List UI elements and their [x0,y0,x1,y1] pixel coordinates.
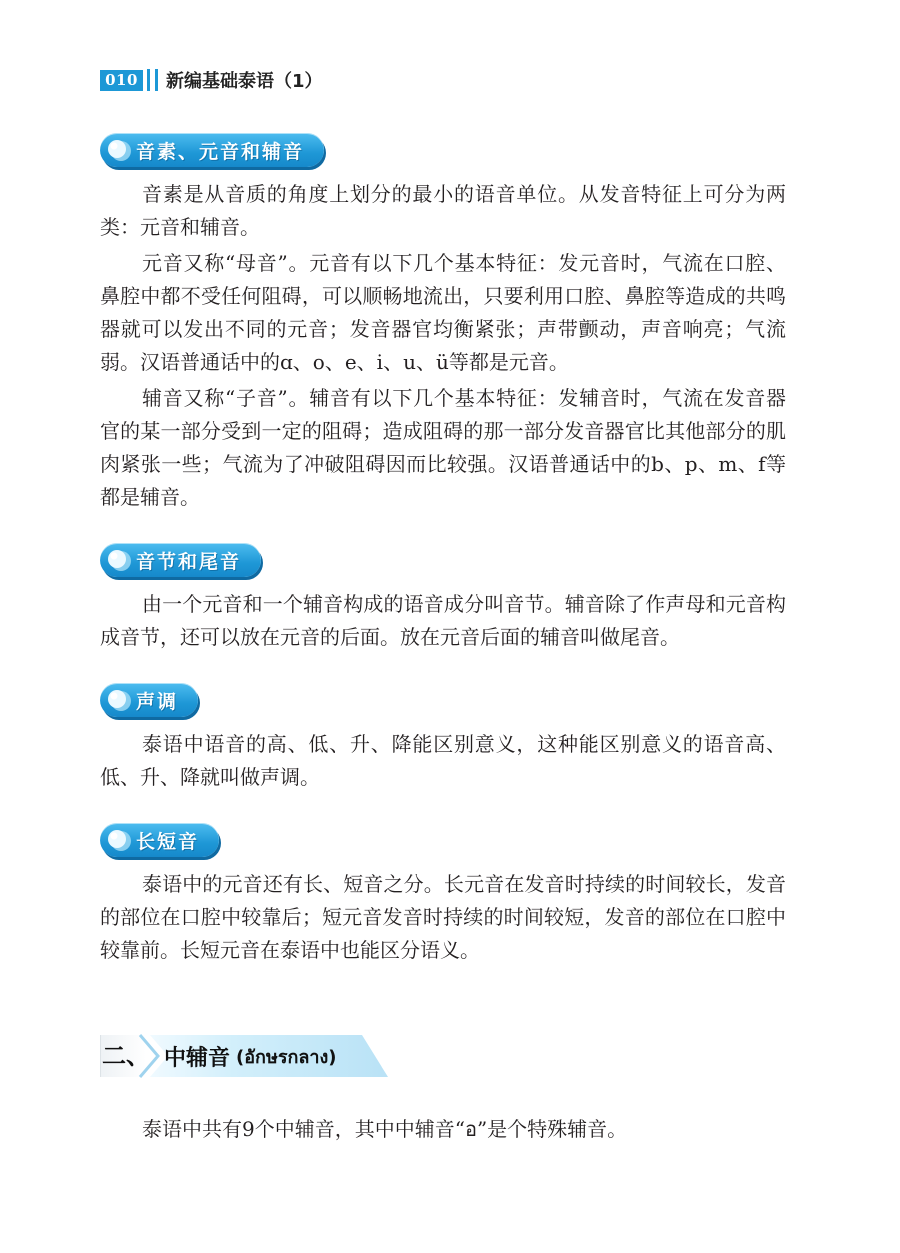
section-body [100,588,786,654]
paragraph-line: 类：元音和辅音。 [100,215,260,239]
paragraph-line: 官的某一部分受到一定的阻碍；造成阻碍的那一部分发音器官比其他部分的肌 [100,419,786,443]
paragraph [100,382,786,514]
section-vowel-length [100,823,786,967]
paragraph-line: 都是辅音。 [100,485,200,509]
paragraph-line: 元音又称“母音”。元音有以下几个基本特征：发元音时，气流在口腔、 [142,251,786,275]
divider-bars-icon [147,69,158,91]
book-title: 新编基础泰语（1） [166,71,323,92]
chapter-title-thai: (อักษรกลาง) [236,1046,337,1068]
chapter-heading [100,1034,392,1078]
main-content [100,133,786,967]
bubble-icon [104,826,134,854]
paragraph-line: 泰语中的元音还有长、短音之分。长元音在发音时持续的时间较长，发音 [142,872,786,896]
section-heading [100,133,324,167]
section-body [100,728,786,794]
paragraph [100,247,786,379]
paragraph-line: 泰语中共有9个中辅音，其中中辅音“อ”是个特殊辅音。 [142,1117,628,1141]
paragraph-line: 肉紧张一些；气流为了冲破阻碍因而比较强。汉语普通话中的b、p、m、f等 [100,452,786,476]
paragraph-line: 音素是从音质的角度上划分的最小的语音单位。从发音特征上可分为两 [142,182,786,206]
section-heading [100,543,261,577]
chapter-title [164,1034,337,1078]
bubble-icon [104,686,134,714]
paragraph-line: 辅音又称“子音”。辅音有以下几个基本特征：发辅音时，气流在发音器 [142,386,786,410]
paragraph [100,588,786,654]
paragraph [100,728,786,794]
bubble-icon [104,136,134,164]
bubble-icon [104,546,134,574]
section-heading [100,683,198,717]
chapter-title-chinese: 中辅音 [164,1045,231,1071]
paragraph-line: 低、升、降就叫做声调。 [100,765,320,789]
section-syllables [100,543,786,654]
paragraph-line: 由一个元音和一个辅音构成的语音成分叫音节。辅音除了作声母和元音构 [142,592,786,616]
paragraph-line: 弱。汉语普通话中的ɑ、o、e、i、u、ü等都是元音。 [100,350,569,374]
chapter-body [100,1113,786,1146]
paragraph-line: 鼻腔中都不受任何阻碍，可以顺畅地流出，只要利用口腔、鼻腔等造成的共鸣 [100,284,786,308]
paragraph-line: 器就可以发出不同的元音；发音器官均衡紧张；声带颤动，声音响亮；气流 [100,317,786,341]
paragraph-line: 成音节，还可以放在元音的后面。放在元音后面的辅音叫做尾音。 [100,625,680,649]
paragraph-line: 的部位在口腔中较靠后；短元音发音时持续的时间较短，发音的部位在口腔中 [100,905,786,929]
section-phonemes [100,133,786,514]
section-body [100,868,786,967]
paragraph-line: 泰语中语音的高、低、升、降能区别意义，这种能区别意义的语音高、 [142,732,786,756]
paragraph-line: 较靠前。长短元音在泰语中也能区分语义。 [100,938,480,962]
paragraph [100,178,786,244]
section-heading-text: 长短音 [136,830,200,853]
running-header [100,69,323,91]
section-tones [100,683,786,794]
section-heading-text: 声调 [136,690,179,713]
chapter-number: 二、 [102,1042,150,1070]
section-heading-text: 音节和尾音 [136,550,242,573]
section-heading [100,823,219,857]
paragraph [100,868,786,967]
section-body [100,178,786,514]
paragraph [100,1113,786,1146]
page-number: 010 [100,70,143,91]
section-heading-text: 音素、元音和辅音 [136,140,305,163]
